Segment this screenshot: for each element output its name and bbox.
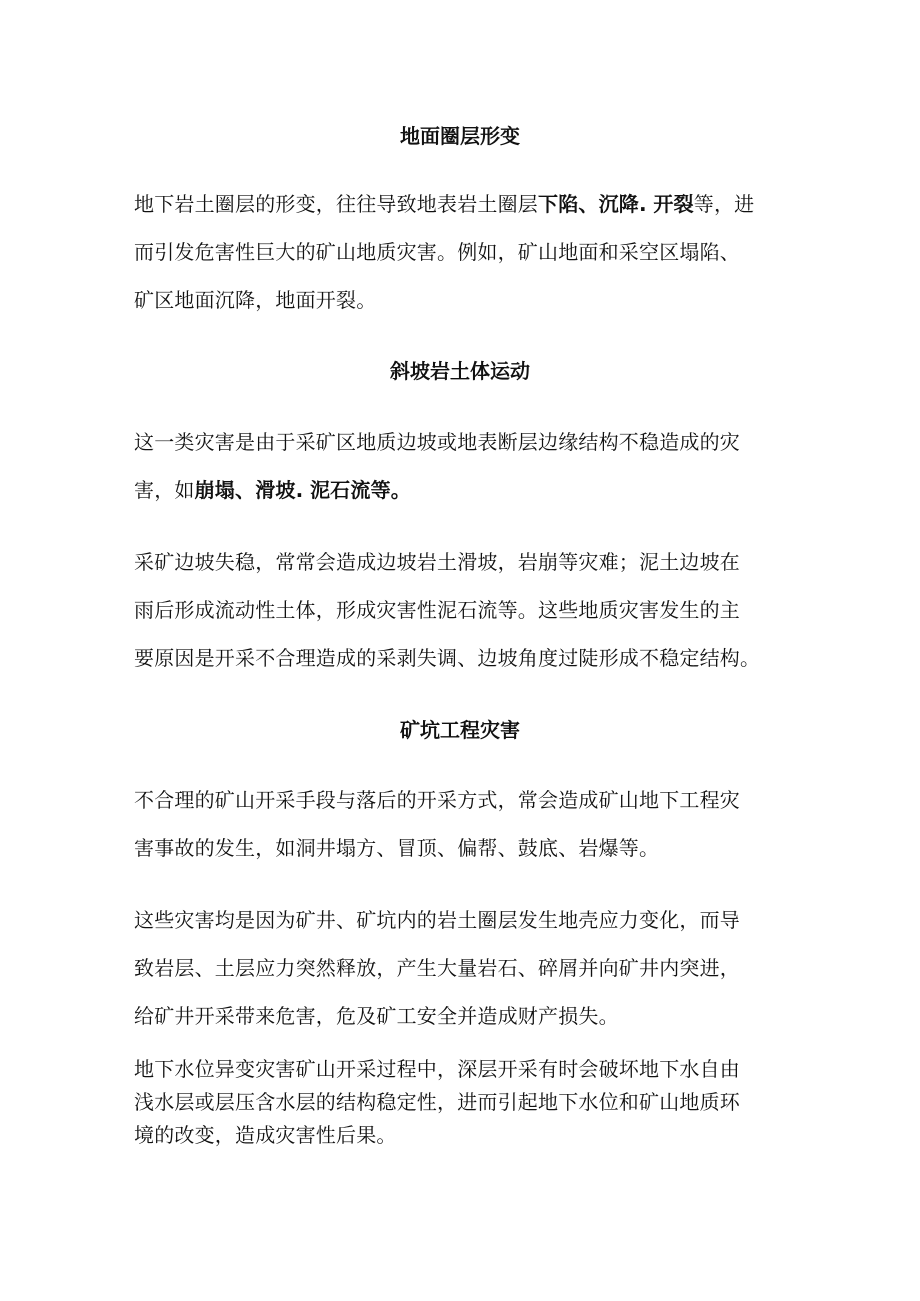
bold-term: 开裂 bbox=[653, 192, 694, 216]
bold-term: 下陷、沉降 bbox=[538, 192, 639, 216]
bold-term: 崩塌、滑坡 bbox=[194, 478, 296, 502]
section-heading-mine-pit-hazard: 矿坑工程灾害 bbox=[400, 718, 520, 742]
text-line: 而引发危害性巨大的矿山地质灾害。例如，矿山地面和采空区塌陷、 bbox=[134, 240, 740, 264]
text-line: 致岩层、土层应力突然释放，产生大量岩石、碎屑并向矿井内突进， bbox=[134, 956, 740, 980]
text-line: 地下水位异变灾害矿山开采过程中，深层开采有时会破坏地下水自由 bbox=[134, 1057, 740, 1081]
section-heading-slope-movement: 斜坡岩土体运动 bbox=[390, 359, 530, 383]
text-line: 不合理的矿山开采手段与落后的开采方式，常会造成矿山地下工程灾 bbox=[134, 788, 740, 812]
paragraph-ground-deformation bbox=[134, 180, 799, 324]
text-line: 雨后形成流动性土体，形成灾害性泥石流等。这些地质灾害发生的主 bbox=[134, 598, 740, 622]
text-line: 这些灾害均是因为矿井、矿坑内的岩土圈层发生地壳应力变化，而导 bbox=[134, 908, 740, 932]
text-line: 害，如崩塌、滑坡. 泥石流等。 bbox=[134, 478, 411, 502]
text-line: 采矿边坡失稳，常常会造成边坡岩土滑坡，岩崩等灾难；泥土边坡在 bbox=[134, 550, 740, 574]
text-line: 浅水层或层压含水层的结构稳定性，进而引起地下水位和矿山地质环 bbox=[134, 1090, 740, 1114]
text-line: 地下岩土圈层的形变，往往导致地表岩土圈层下陷、沉降. 开裂等，进 bbox=[134, 192, 755, 216]
paragraph-stress-release bbox=[134, 896, 799, 1040]
paragraph-mining-methods bbox=[134, 776, 799, 872]
paragraph-groundwater bbox=[134, 1053, 799, 1152]
section-heading-ground-deformation: 地面圈层形变 bbox=[400, 124, 520, 148]
text-line: 害事故的发生，如洞井塌方、冒顶、偏帮、鼓底、岩爆等。 bbox=[134, 836, 660, 860]
bold-term: 泥石流等。 bbox=[309, 478, 411, 502]
text-line: 给矿井开采带来危害，危及矿工安全并造成财产损失。 bbox=[134, 1004, 619, 1028]
text-line: 这一类灾害是由于采矿区地质边坡或地表断层边缘结构不稳造成的灾 bbox=[134, 430, 740, 454]
text-line: 境的改变，造成灾害性后果。 bbox=[134, 1123, 397, 1147]
text-line: 要原因是开采不合理造成的采剥失调、边坡角度过陡形成不稳定结构。 bbox=[134, 646, 761, 670]
paragraph-slope-hazard-type bbox=[134, 418, 799, 514]
text-line: 矿区地面沉降，地面开裂。 bbox=[134, 288, 377, 312]
paragraph-slope-instability bbox=[134, 538, 799, 682]
